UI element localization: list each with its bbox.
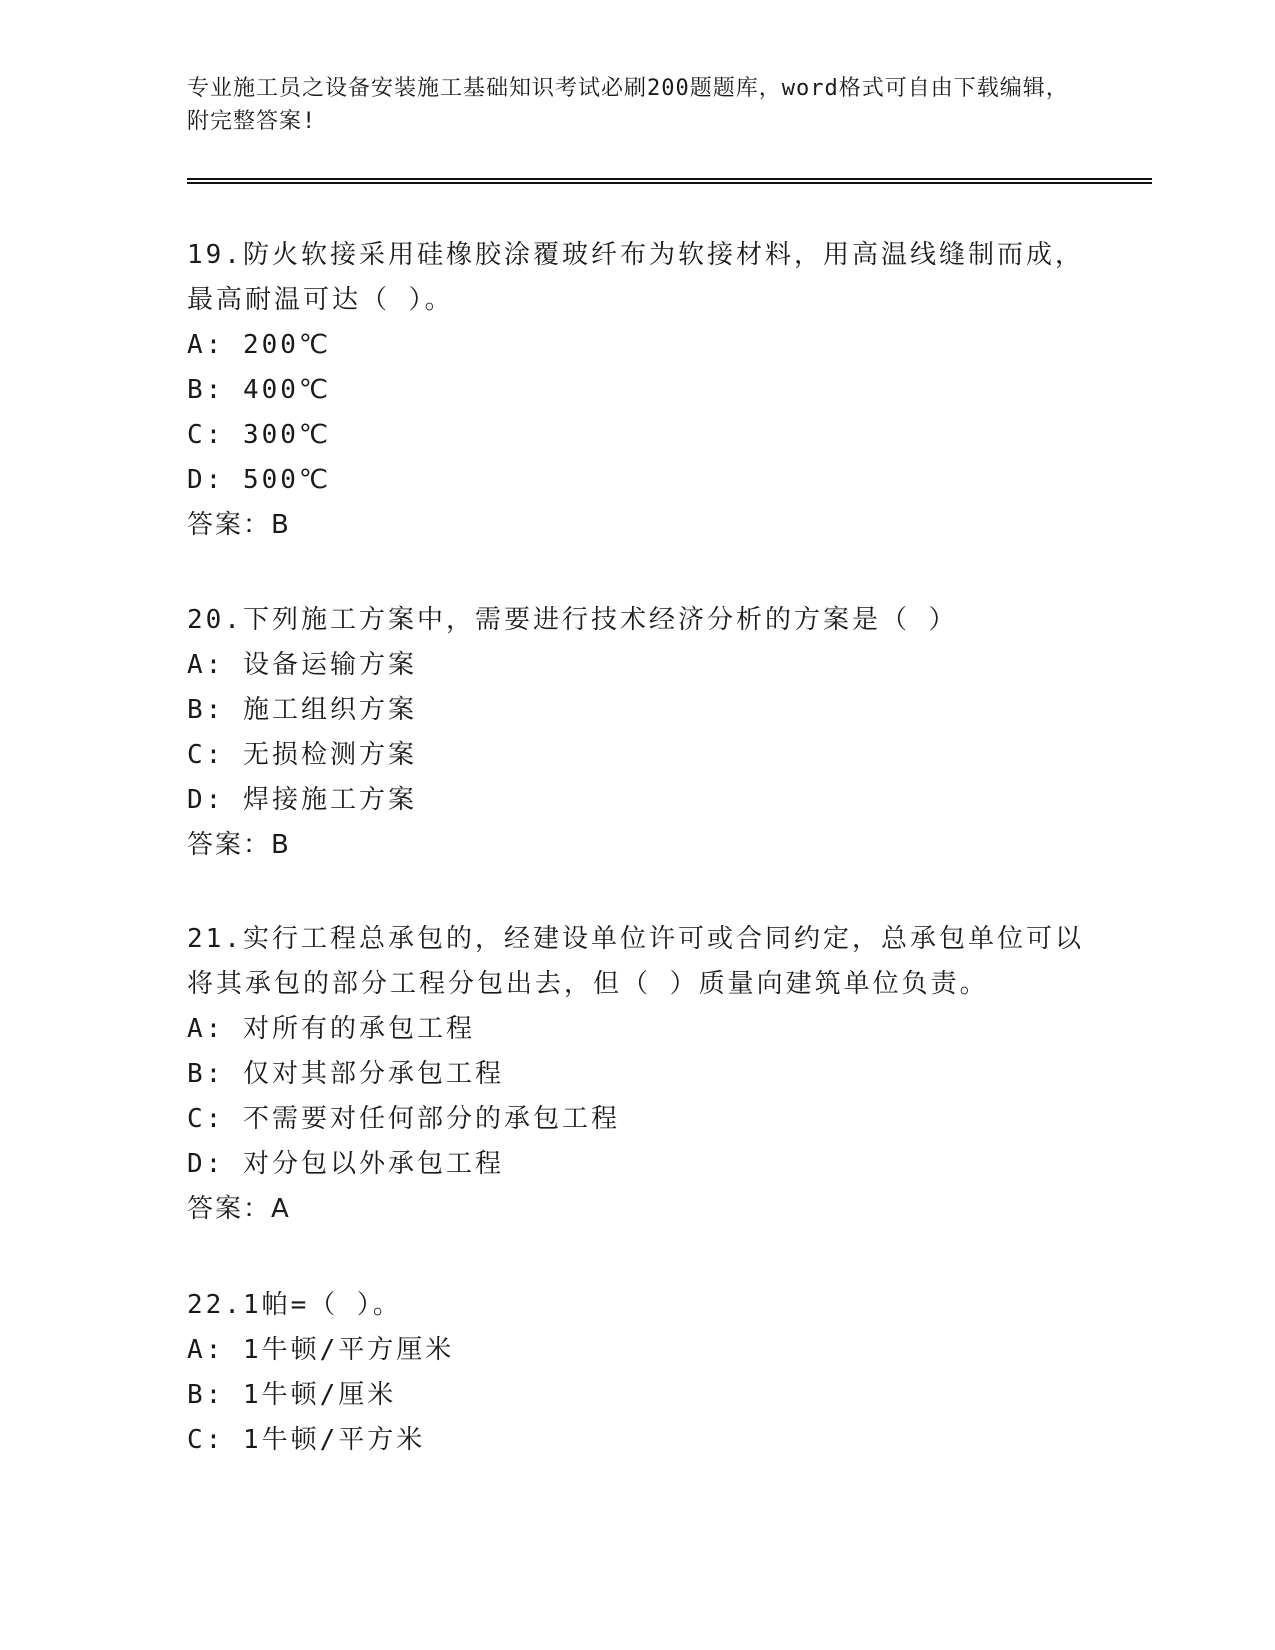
question-stem: 20.下列施工方案中，需要进行技术经济分析的方案是（ ）: [187, 605, 958, 635]
option-b: B: 施工组织方案: [187, 695, 417, 725]
option-a: A: 200℃: [187, 330, 332, 360]
option-c: C: 300℃: [187, 420, 332, 450]
option-d: D: 500℃: [187, 465, 332, 495]
option-d: D: 对分包以外承包工程: [187, 1149, 504, 1179]
question-stem: 22.1帕=（ ）。: [187, 1290, 402, 1320]
answer-line: 答案：B: [187, 830, 291, 860]
option-a: A: 对所有的承包工程: [187, 1014, 475, 1044]
question-20: [187, 598, 1087, 868]
option-c: C: 不需要对任何部分的承包工程: [187, 1104, 620, 1134]
option-b: B: 400℃: [187, 375, 332, 405]
question-stem: 21.实行工程总承包的，经建设单位许可或合同约定，总承包单位可以将其承包的部分工程分包出去，但（ ）质量向建筑单位负责。: [187, 924, 1084, 999]
option-a: A: 1牛顿/平方厘米: [187, 1335, 455, 1365]
question-stem: 19.防火软接采用硅橡胶涂覆玻纤布为软接材料，用高温线缝制而成，最高耐温可达（ ）。: [187, 240, 1084, 315]
question-19: [187, 233, 1087, 548]
option-b: B: 1牛顿/厘米: [187, 1380, 397, 1410]
question-22: [187, 1283, 1087, 1463]
option-b: B: 仅对其部分承包工程: [187, 1059, 504, 1089]
option-a: A: 设备运输方案: [187, 650, 417, 680]
answer-line: 答案：B: [187, 510, 291, 540]
answer-line: 答案：A: [187, 1194, 291, 1224]
question-21: [187, 917, 1087, 1232]
document-header: 专业施工员之设备安装施工基础知识考试必刷200题题库，word格式可自由下载编辑，附完整答案!: [187, 76, 1069, 134]
option-c: C: 无损检测方案: [187, 740, 417, 770]
header-divider: [187, 178, 1152, 184]
option-d: D: 焊接施工方案: [187, 785, 417, 815]
option-c: C: 1牛顿/平方米: [187, 1425, 426, 1455]
